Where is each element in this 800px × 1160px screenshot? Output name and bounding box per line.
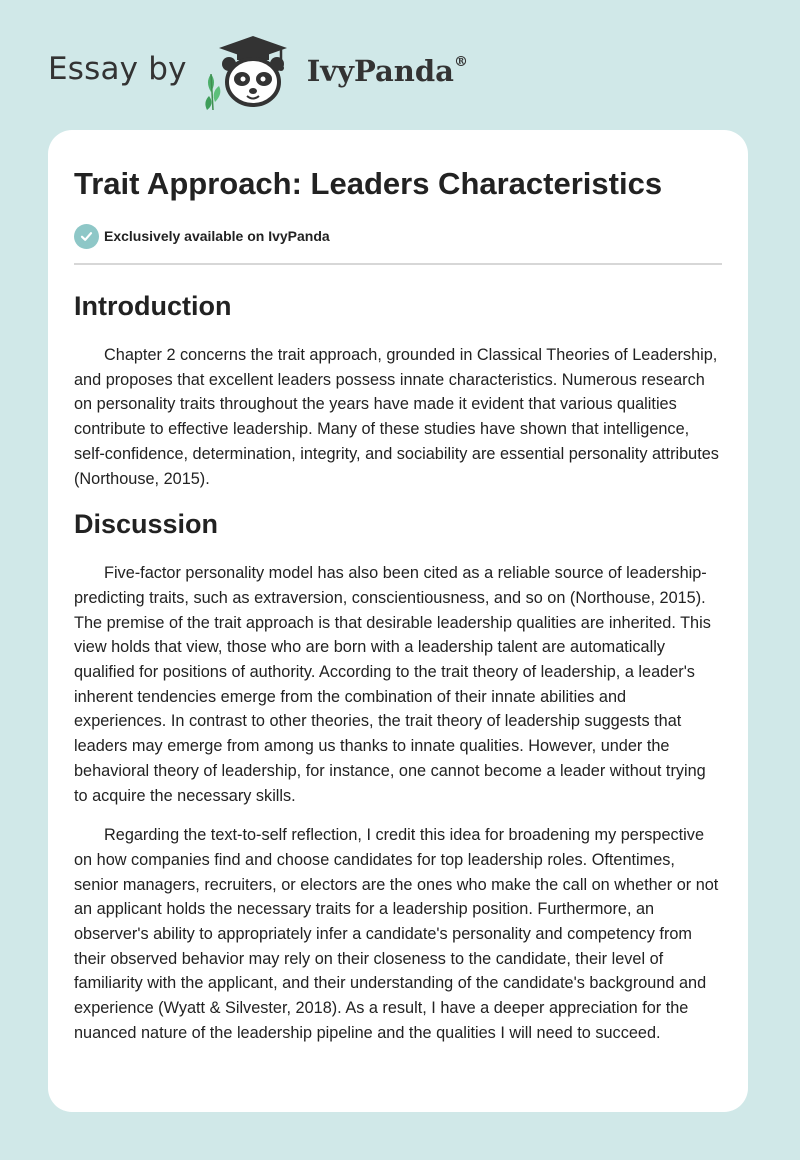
section-discussion <box>74 507 722 1045</box>
brand-name: IvyPanda® <box>306 54 468 88</box>
paragraph: Chapter 2 concerns the trait approach, grounded in Classical Theories of Leadership, and proposes that excellent leaders possess innate characteristics. Numerous research on personality traits throughout the years have made it evident that various qualities contribute to effective leadership. Many of these studies have shown that intelligence, self-confidence, determination, integrity, and sociability are essential personality attributes (Northouse, 2015). <box>74 346 719 488</box>
brand-prefix: Essay by <box>48 51 187 87</box>
section-heading: Discussion <box>74 509 219 540</box>
exclusive-badge <box>74 223 722 249</box>
divider <box>74 263 722 265</box>
exclusive-label: Exclusively available on IvyPanda <box>104 228 330 244</box>
page-title: Trait Approach: Leaders Characteristics <box>74 166 663 201</box>
paragraph: Five-factor personality model has also been cited as a reliable source of leadership-predicting traits, such as extraversion, conscientiousness, and so on (Northouse, 2015). The premise of the trait approach is that desirable leadership qualities are inherited. This view holds that view, those who are born with a leadership talent are automatically qualified for positions of authority. According to the trait theory of leadership, a leader's inherent tendencies emerge from the combination of their innate abilities and experiences. In contrast to other theories, the trait theory of leadership suggests that leaders may emerge from among us thanks to innate qualities. However, under the behavioral theory of leadership, for instance, one cannot become a leader without trying to acquire the necessary skills. <box>74 564 711 805</box>
site-brand[interactable] <box>48 34 468 110</box>
panda-logo-icon <box>201 34 301 110</box>
essay-card <box>48 130 748 1112</box>
check-icon <box>74 224 99 249</box>
section-introduction <box>74 289 722 491</box>
section-heading: Introduction <box>74 291 232 321</box>
paragraph: Regarding the text-to-self reflection, I credit this idea for broadening my perspective on how companies find and choose candidates for top leadership roles. Oftentimes, senior managers, recruiters, or electors are the ones who make the call on whether or not an applicant holds the necessary traits for a leadership position. Furthermore, an observer's ability to appropriately infer a candidate's personality and competency from their observed behavior may rely on their closeness to the candidate, their level of familiarity with the applicant, and their understanding of the candidate's background and experience (Wyatt & Silvester, 2018). As a result, I have a deeper appreciation for the nuanced nature of the leadership pipeline and the qualities I will need to succeed. <box>74 826 719 1042</box>
